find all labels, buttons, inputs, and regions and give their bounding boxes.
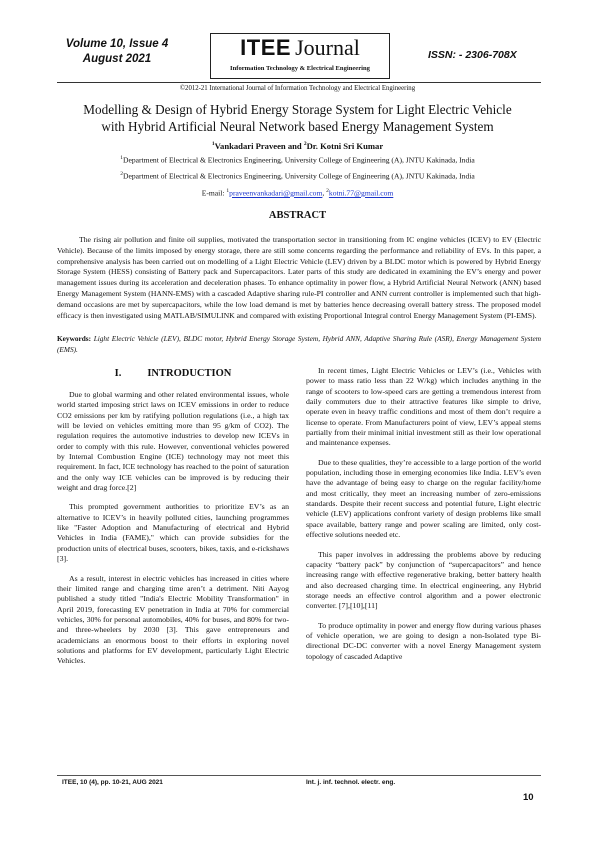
email-separator: ,	[322, 188, 327, 198]
section-number: I.	[114, 368, 122, 379]
affiliation-1-text: Department of Electrical & Electronics Engineering, University College of Engineering (A), JNTU Kakinada, India	[123, 155, 475, 165]
abstract-text: The rising air pollution and finite oil supplies, motivated the transportation sector in transitioning from IC engine vehicles (ICEV) to EV (Electric Vehicle). Because of the limits imposed by energy storage, there are still some concerns regarding the performance and reliability of EVs. In this paper, a comprehensive analysis has been carried out on modelling of a Light Electric Vehicle (LEV) driven by a BLDC motor which is powered by Hybrid Energy Storage System (HESS) consisting of Battery pack and Supercapacitors. Later parts of this study are dedicated in examining the EV’s energy and power management issues during its acceleration and deceleration phases. To enhance optimality in power flow, a Hybrid Artificial Neural Network (ANN) based Energy Management System (HANN-EMS) with a cascaded Adaptive sharing rule-PI controller and ANN current controller is implemented such that high-demand occasions are met by supercapacitors, while the low load demand is met by batteries hence decreasing overall battery stress. The proposed model efficacy is then investigated using MATLAB/SIMULINK and compared with existing Proportional Integral control Energy Management System (PI-EMS).	[57, 235, 541, 320]
copyright-line: ©2012-21 International Journal of Information Technology and Electrical Engineering	[179, 85, 416, 92]
page-number: 10	[523, 792, 534, 803]
email-link-1[interactable]: praveenvankadari@gmail.com	[229, 188, 323, 198]
affiliation-2-text: Department of Electrical & Electronics Engineering, University College of Engineering (A), JNTU Kakinada, India	[123, 171, 475, 181]
body-paragraph: Due to global warming and other related environmental issues, whole world started imposing strict laws on ICEV emissions in order to reduce CO2 emissions per km by ratifying pollution regulations (i.e., a high tax will be levied on vehicles emitting more than 95 g/km of CO2). The regulation requires the automotive industries to develop new ICEVs in order to comply with this rule. However, conventional vehicles powered by Internal Combustion Engine (ICE) technology may not meet this requirement. In fact, ICE technology has reached to the point of saturation and the only way ICE vehicles can be improved is by reducing their weight and drag force.[2]	[57, 390, 289, 493]
section-title: INTRODUCTION	[147, 368, 232, 379]
volume-issue: Volume 10, Issue 4	[65, 38, 169, 50]
header-divider	[57, 82, 541, 83]
affiliation-1	[0, 155, 595, 165]
right-column	[306, 366, 541, 671]
author-2: Dr. Kotni Sri Kumar	[306, 141, 384, 151]
footer-citation: ITEE, 10 (4), pp. 10-21, AUG 2021	[62, 779, 163, 786]
body-paragraph: This paper involves in addressing the problems above by reducing capacity “battery pack” by conjunction of “supercapacitors” and hence increasing range with effective regenerative braking, better battery health and also decreased charging time. In electrical engineering, any Hybrid storage needs an effective control algorithm and a power electronic converter. [7],[10],[11]	[306, 549, 541, 611]
paper-title	[40, 101, 555, 135]
journal-name	[211, 35, 389, 61]
author-1: Vankadari Praveen and	[214, 141, 304, 151]
body-paragraph: Due to these qualities, they’re accessible to a large portion of the world population, including those in emerging economies like India. LEV’s even have the advantage of being easy to charge on the regular facility/home and most critically, they meet an increasing number of zero-emissions standards. Despite their recent success and potential future, Light electric vehicle (LEV) applications confront variety of design problems like small space available, battery range and power scaling are limited, only cost-effective solutions needed etc.	[306, 457, 541, 540]
abstract-heading: ABSTRACT	[268, 210, 327, 221]
body-paragraph: To produce optimality in power and energy flow during various phases of vehicle operation, we are going to design a non-Isolated type Bi-directional DC-DC converter with a novel Energy Management system topology of cascaded Adaptive	[306, 620, 541, 661]
body-paragraph: This prompted government authorities to prioritize EV’s as an alternative to ICEV’s in heavily polluted cities, launching programmes like "Faster Adoption and Manufacturing of electrical and Hybrid Vehicles in India (FAME)," which can provide subsidies for the production units of electrical buses, scooters, bikes, taxis, and e-rickshaws [3].	[57, 502, 289, 564]
journal-logo	[210, 33, 390, 79]
affiliation-2-superscript: 2	[120, 171, 123, 177]
issue-date: August 2021	[82, 53, 152, 65]
keywords-label: Keywords:	[57, 334, 94, 343]
affiliation-1-superscript: 1	[120, 155, 123, 161]
title-line-2: with Hybrid Artificial Neural Network based Energy Management System	[101, 119, 494, 134]
email-link-2[interactable]: kotni.77@gmail.com	[328, 188, 394, 198]
body-paragraph: In recent times, Light Electric Vehicles or LEV’s (i.e., Vehicles with power to mass ratio less than 22 W/kg) which includes anything in the range of scooters to low-speed cars are getting a tremendous interest from daily commuters due to their attractive features like simple to drive, operate even in heavy traffic conditions and most of them don’t require a license to operate. From Manufacturers point of view, LEV’s appeal stems partially from their minimal initial investment still as their low operational and maintenance expenses.	[306, 366, 541, 448]
left-column	[57, 368, 289, 676]
footer-divider	[57, 775, 541, 776]
title-line-1: Modelling & Design of Hybrid Energy Storage System for Light Electric Vehicle	[83, 102, 512, 117]
affiliation-2	[0, 171, 595, 181]
volume-issue-date	[62, 37, 172, 67]
section-heading-introduction	[57, 368, 289, 379]
footer-journal-abbrev: Int. j. inf. technol. electr. eng.	[306, 779, 396, 786]
journal-name-light: Journal	[295, 35, 360, 60]
email-line	[0, 188, 595, 198]
email1-superscript: 1	[226, 188, 230, 194]
journal-name-bold: ITEE	[240, 35, 292, 60]
author2-superscript: 2	[303, 141, 307, 148]
author1-superscript: 1	[211, 141, 215, 148]
keywords-list: Light Electric Vehicle (LEV), BLDC motor, Hybrid Energy Storage System, Hybrid ANN, Adaptive Sharing Rule (ASR), Energy Management System (EMS).	[57, 334, 541, 354]
email2-superscript: 2	[326, 188, 329, 194]
keywords	[57, 334, 541, 355]
issn: ISSN: - 2306-708X	[428, 49, 517, 61]
author-list	[0, 141, 595, 151]
email-label: E-mail:	[201, 188, 227, 198]
journal-subtitle: Information Technology & Electrical Engineering	[230, 65, 370, 72]
body-paragraph: As a result, interest in electric vehicles has increased in cities where their limited range and charging time aren’t a detriment. Niti Aayog published a study titled "India's Electric Mobility Transformation" in April 2019, forecasting EV penetration in India at 70% for commercial vehicles, 30% for personal automobiles, 40% for buses, and 80% for two- and three-wheelers by 2030 [3]. This gave entrepreneurs and academicians an enormous boost to their efforts in exploring novel solutions and platforms for EV development, particularly Light Electric Vehicles.	[57, 573, 289, 666]
